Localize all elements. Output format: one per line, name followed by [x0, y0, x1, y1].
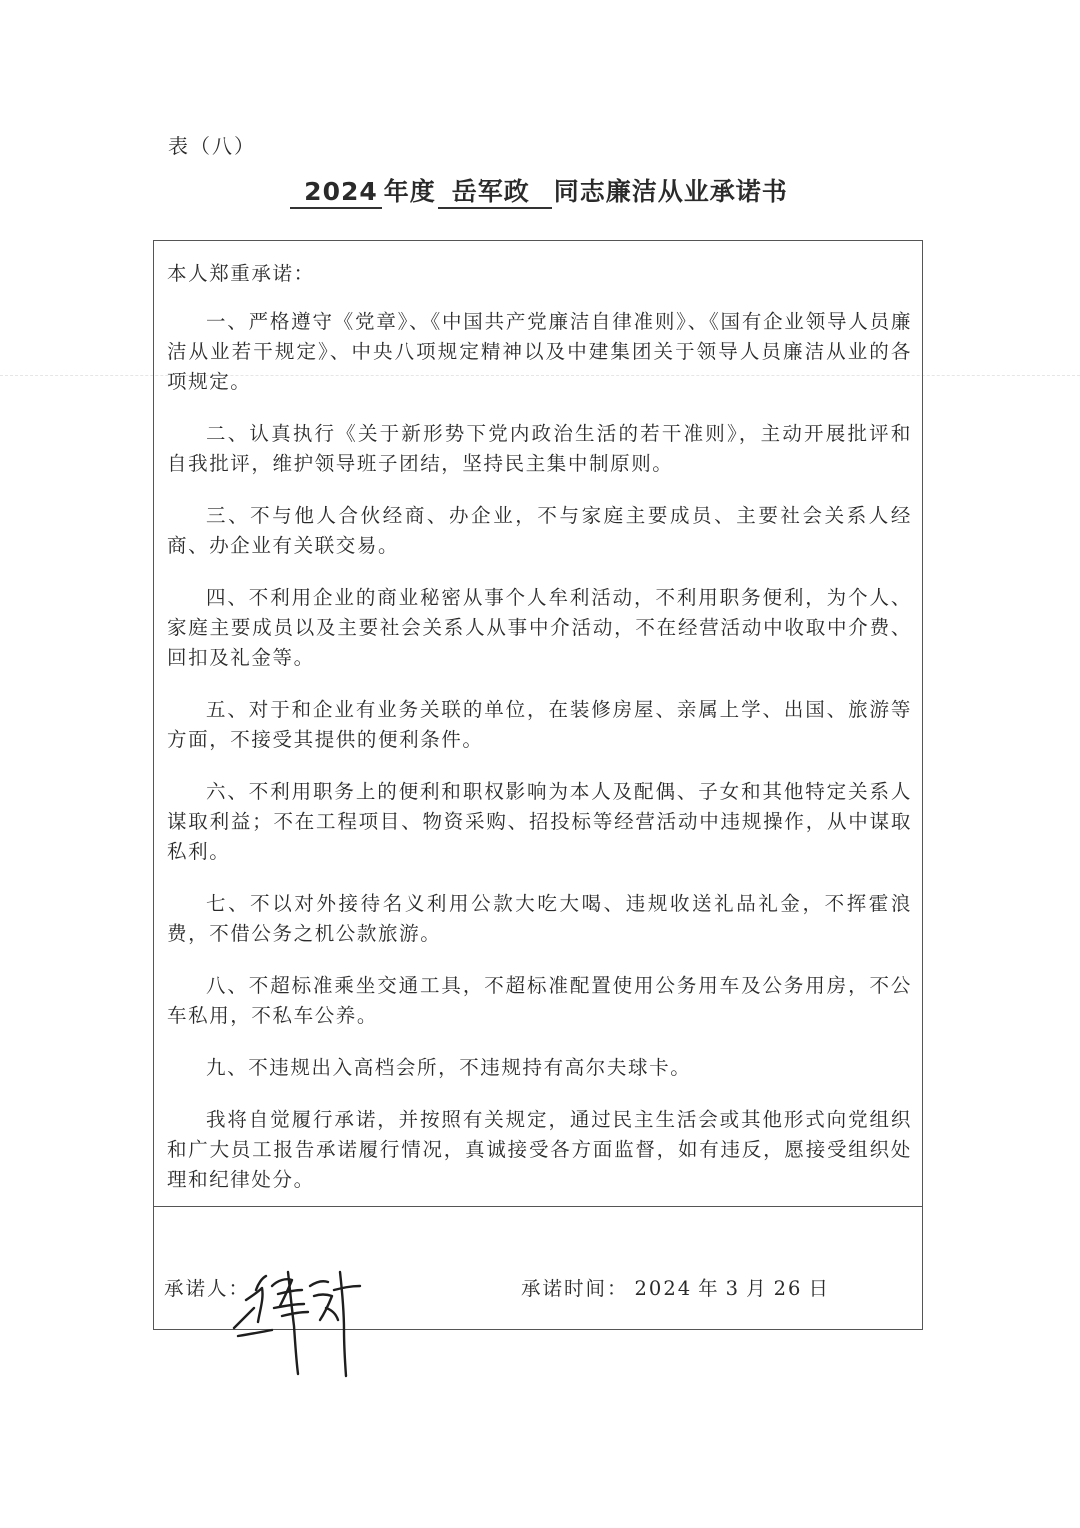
date-month: 3	[725, 1277, 741, 1300]
form-label: 表（八）	[168, 134, 256, 158]
signature-section-divider	[154, 1206, 922, 1207]
pledge-item: 七、不以对外接待名义利用公款大吃大喝、违规收送礼品礼金，不挥霍浪费，不借公务之机公款旅游。	[167, 892, 912, 945]
date-year-unit: 年	[698, 1277, 720, 1300]
signer-label: 承诺人：	[164, 1277, 251, 1300]
title-year: 2024	[290, 177, 382, 209]
date-year: 2024	[634, 1277, 693, 1300]
pledge-item: 九、不违规出入高档会所，不违规持有高尔夫球卡。	[206, 1056, 692, 1079]
pledge-item: 五、对于和企业有业务关联的单位，在装修房屋、亲属上学、出国、旅游等方面，不接受其提供的便利条件。	[167, 698, 912, 751]
date-day: 26	[773, 1277, 803, 1300]
pledge-frame	[153, 240, 923, 1330]
pledge-item: 二、认真执行《关于新形势下党内政治生活的若干准则》，主动开展批评和自我批评，维护领导班子团结，坚持民主集中制原则。	[167, 422, 912, 475]
pledge-closing: 我将自觉履行承诺，并按照有关规定，通过民主生活会或其他形式向党组织和广大员工报告承诺履行情况，真诚接受各方面监督，如有违反，愿接受组织处理和纪律处分。	[167, 1108, 912, 1191]
title-suffix: 同志廉洁从业承诺书	[553, 177, 788, 206]
pledge-date	[521, 1273, 836, 1301]
pledge-item: 八、不超标准乘坐交通工具，不超标准配置使用公务用车及公务用房，不公车私用，不私车公养。	[167, 974, 912, 1027]
pledge-body	[167, 259, 912, 1217]
pledge-opening: 本人郑重承诺：	[167, 262, 315, 285]
pledge-item: 六、不利用职务上的便利和职权影响为本人及配偶、子女和其他特定关系人谋取利益；不在工程项目、物资采购、招投标等经营活动中违规操作，从中谋取私利。	[167, 780, 912, 863]
document-title	[0, 172, 1080, 209]
pledge-item: 三、不与他人合伙经商、办企业，不与家庭主要成员、主要社会关系人经商、办企业有关联交易。	[167, 504, 912, 557]
title-name: 岳军政	[438, 177, 552, 209]
pledge-item: 四、不利用企业的商业秘密从事个人牟利活动，不利用职务便利，为个人、家庭主要成员以及主要社会关系人从事中介活动，不在经营活动中收取中介费、回扣及礼金等。	[167, 586, 912, 669]
title-year-suffix: 年度	[383, 177, 436, 206]
pledge-item: 一、严格遵守《党章》、《中国共产党廉洁自律准则》、《国有企业领导人员廉洁从业若干规定》、中央八项规定精神以及中建集团关于领导人员廉洁从业的各项规定。	[167, 310, 912, 393]
date-label: 承诺时间：	[521, 1277, 629, 1300]
date-month-unit: 月	[746, 1277, 768, 1300]
date-day-unit: 日	[808, 1277, 830, 1300]
handwritten-signature	[228, 1250, 368, 1380]
